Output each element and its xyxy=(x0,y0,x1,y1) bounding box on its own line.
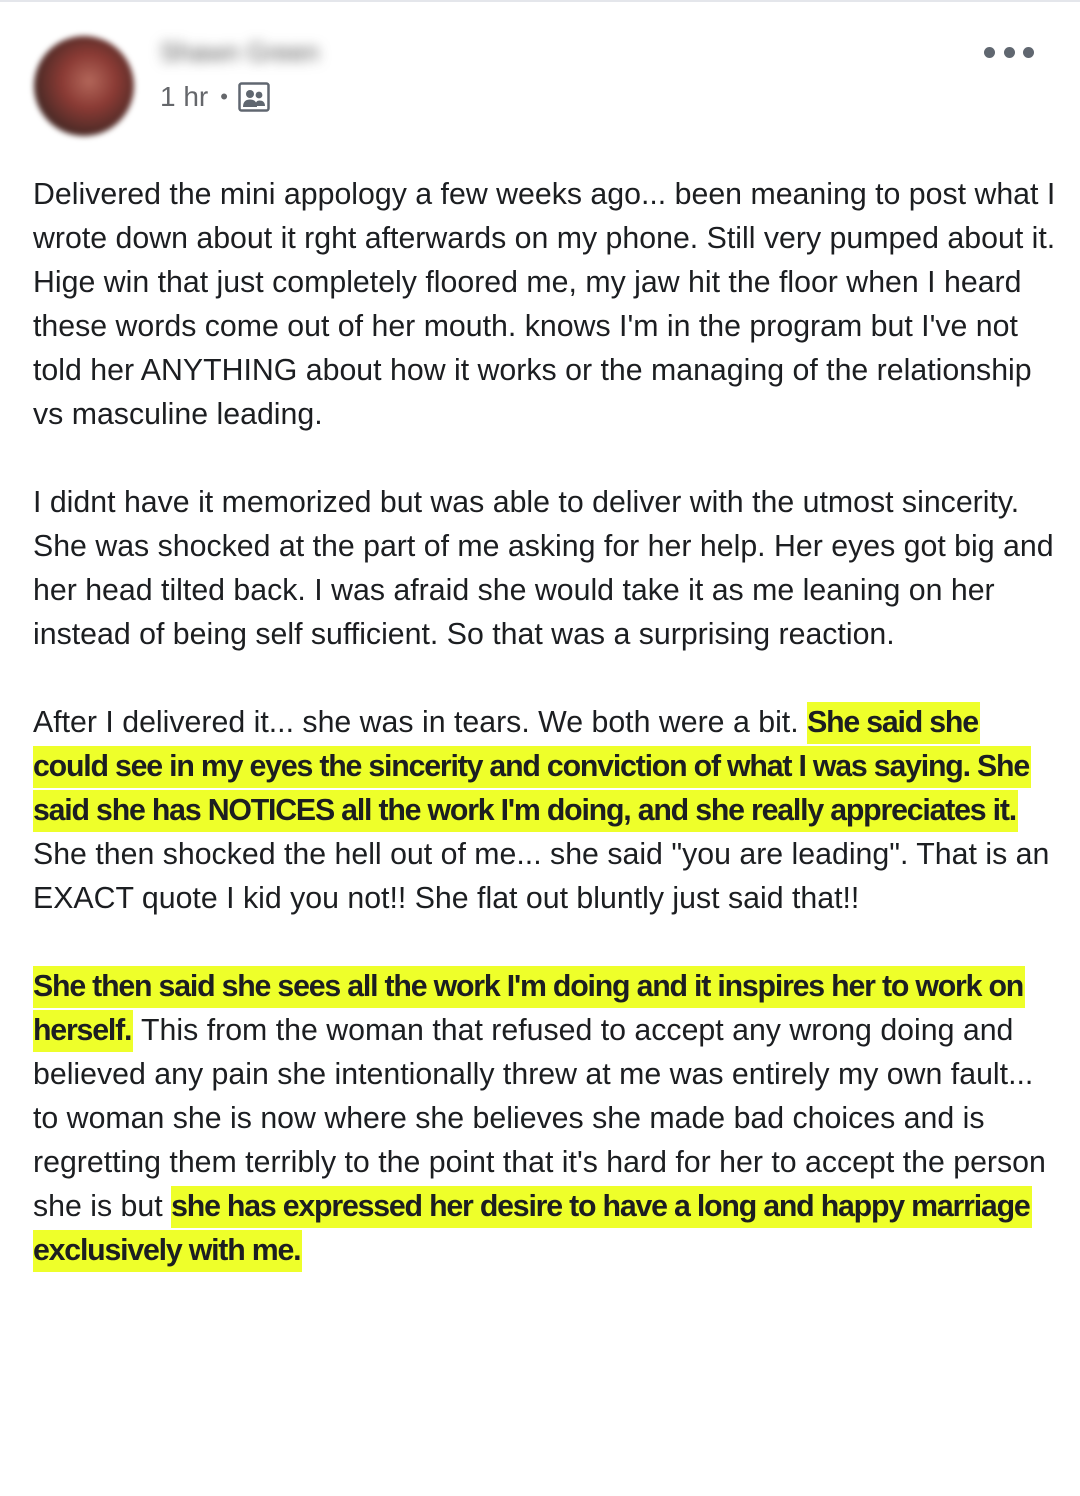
post-timestamp[interactable]: 1 hr xyxy=(160,81,209,112)
post-paragraph xyxy=(33,701,1058,921)
post-paragraph xyxy=(33,481,1058,525)
post-body xyxy=(33,173,1058,1317)
more-options-dot xyxy=(1023,47,1034,58)
post-text: After I delivered it... she was in tears. We both were a bit. xyxy=(33,706,808,739)
post-text: This from the woman that refused to accept any wrong doing and believed any pain she intentionally threw at me was entirely my own fault... to woman she is now where she believes she made bad choices and is regretting them terribly to the point that it's hard for her to accept the person she is but xyxy=(33,1014,1046,1223)
post-text: She was shocked at the part of me asking for her help. Her eyes got big and her head tilted back. I was afraid she would take it as me leaning on her instead of being self sufficient. So that was a surprising reaction. xyxy=(33,530,1054,651)
highlighted-text: She then said she sees all the work I'm doing and it inspires her to work on herself. xyxy=(33,966,1025,1052)
author-avatar[interactable] xyxy=(34,36,134,136)
post-header xyxy=(0,0,1080,150)
post-text: She then shocked the hell out of me... she said "you are leading". That is an EXACT quote I kid you not!! She flat out bluntly just said that!! xyxy=(33,838,1050,915)
post-paragraph xyxy=(33,965,1058,1273)
post-text: Delivered the mini appology a few weeks ago... been meaning to post what I wrote down about it rght afterwards on my phone. Still very pumped about it. Hige win that just completely floored me, my jaw hit the floor when I heard these words come out of her mouth. knows I'm in the program but I've not told her ANYTHING about how it works or the managing of the relationship vs masculine leading. xyxy=(33,178,1056,431)
post-meta xyxy=(160,80,270,114)
more-options-dot xyxy=(1004,47,1015,58)
post-paragraph xyxy=(33,525,1058,657)
meta-separator: • xyxy=(220,84,228,109)
post-paragraph xyxy=(33,173,1058,437)
post-text: I didnt have it memorized but was able to deliver with the utmost sincerity. xyxy=(33,486,1020,519)
highlighted-text: she has expressed her desire to have a long and happy marriage exclusively with me. xyxy=(33,1186,1032,1272)
friends-icon[interactable] xyxy=(238,82,270,112)
author-name[interactable]: Shawn Green xyxy=(160,37,319,67)
more-options-button[interactable] xyxy=(984,38,1034,66)
highlighted-text: She said she could see in my eyes the sincerity and conviction of what I was saying. She said she has NOTICES all the work I'm doing, and she really appreciates it. xyxy=(33,702,1031,832)
more-options-icon xyxy=(984,47,995,58)
